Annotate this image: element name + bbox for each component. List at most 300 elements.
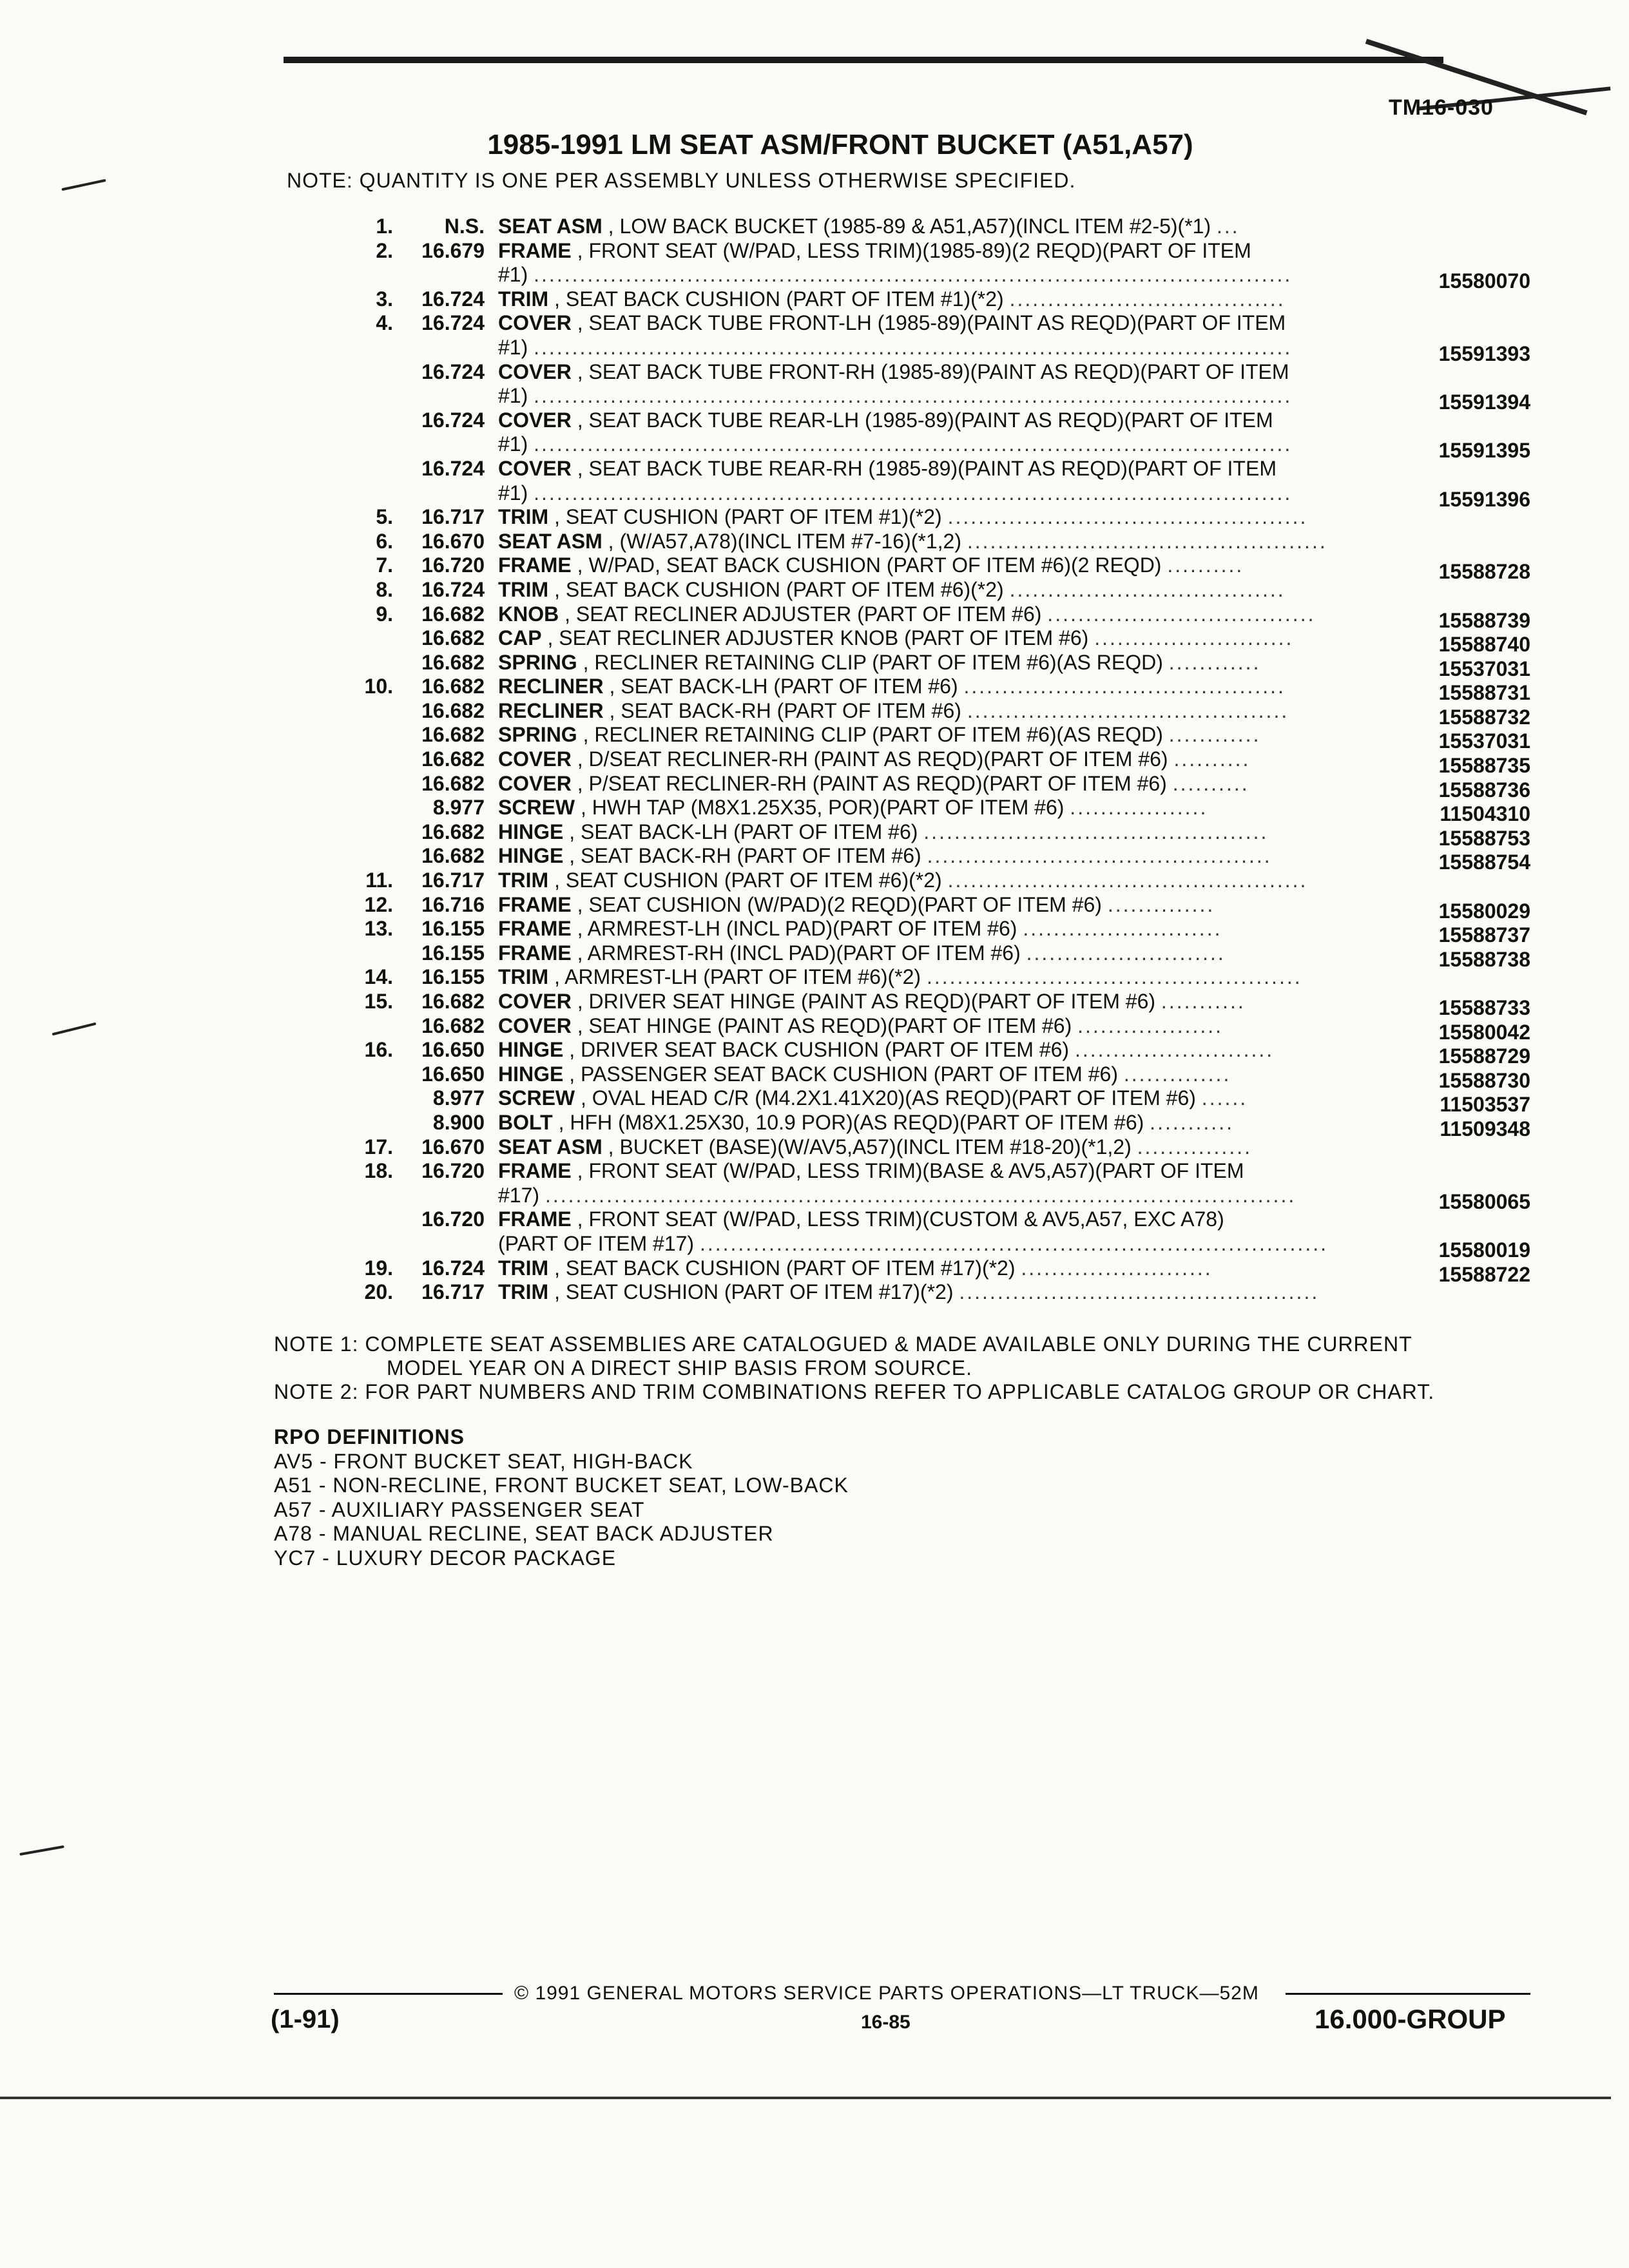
part-name: TRIM bbox=[498, 1256, 549, 1280]
item-number: 2. bbox=[376, 238, 393, 262]
part-number: 15588732 bbox=[1438, 705, 1530, 729]
rpo-item: AV5 - FRONT BUCKET SEAT, HIGH-BACK bbox=[274, 1449, 693, 1473]
parts-row bbox=[0, 1207, 1629, 1232]
part-number: 15588736 bbox=[1438, 778, 1530, 802]
part-description bbox=[498, 1062, 1400, 1087]
parts-row bbox=[0, 1280, 1629, 1305]
item-number: 14. bbox=[364, 965, 393, 989]
rpo-item: A57 - AUXILIARY PASSENGER SEAT bbox=[274, 1497, 645, 1521]
part-detail: #1) bbox=[498, 384, 528, 408]
leader-dots: ................................................................................................... bbox=[534, 263, 1293, 287]
parts-row bbox=[0, 1038, 1629, 1068]
leader-dots: ........... bbox=[1150, 1110, 1234, 1134]
part-description bbox=[498, 1232, 1400, 1256]
group-number: N.S. bbox=[444, 215, 485, 238]
part-number: 15580042 bbox=[1438, 1020, 1530, 1044]
parts-row bbox=[0, 530, 1629, 554]
leader-dots: ................................... bbox=[1047, 602, 1316, 626]
part-name: TRIM bbox=[498, 505, 549, 529]
group-number: 16.716 bbox=[421, 892, 485, 916]
part-detail: , SEAT BACK-LH (PART OF ITEM #6) bbox=[569, 820, 918, 843]
parts-row bbox=[0, 457, 1629, 481]
part-number: 15588753 bbox=[1438, 826, 1530, 850]
note-1 bbox=[274, 1332, 1434, 1356]
group-number: 16.720 bbox=[421, 553, 485, 577]
group-number: 16.155 bbox=[421, 941, 485, 965]
parts-row bbox=[0, 820, 1629, 850]
group-number: 16.717 bbox=[421, 869, 485, 892]
group-number: 16.682 bbox=[421, 1014, 485, 1037]
group-number: 8.977 bbox=[432, 796, 485, 820]
leader-dots: .................. bbox=[1070, 796, 1208, 820]
part-name: HINGE bbox=[498, 1038, 564, 1062]
item-number: 16. bbox=[364, 1038, 393, 1062]
part-number: 15588754 bbox=[1438, 850, 1530, 874]
part-description bbox=[498, 1135, 1400, 1160]
group-number: 16.682 bbox=[421, 650, 485, 674]
part-name: COVER bbox=[498, 771, 572, 795]
part-number: 15588730 bbox=[1438, 1068, 1530, 1092]
part-name: CAP bbox=[498, 626, 542, 650]
leader-dots: ............................................... bbox=[959, 1280, 1320, 1304]
item-number: 13. bbox=[364, 917, 393, 941]
part-detail: , P/SEAT RECLINER-RH (PAINT AS REQD)(PART OF ITEM #6) bbox=[577, 771, 1167, 795]
parts-row bbox=[0, 698, 1629, 729]
parts-row bbox=[0, 1183, 1629, 1213]
part-number: 15537031 bbox=[1438, 729, 1530, 753]
part-description bbox=[498, 699, 1400, 724]
part-name: KNOB bbox=[498, 602, 559, 626]
item-number: 5. bbox=[376, 505, 393, 529]
leader-dots: ................................................. bbox=[926, 965, 1302, 989]
part-detail: , FRONT SEAT (W/PAD, LESS TRIM)(1985-89)(2 REQD)(PART OF ITEM bbox=[577, 238, 1251, 262]
part-number: 15588729 bbox=[1438, 1044, 1530, 1068]
part-name: SCREW bbox=[498, 796, 575, 820]
part-detail: , SEAT BACK CUSHION (PART OF ITEM #6)(*2) bbox=[554, 577, 1004, 601]
part-number: 15588722 bbox=[1438, 1262, 1530, 1286]
part-description bbox=[498, 360, 1400, 385]
item-number: 8. bbox=[376, 577, 393, 601]
leader-dots: ................... bbox=[1077, 1014, 1224, 1037]
part-description bbox=[498, 772, 1400, 796]
footer-date: (1-91) bbox=[271, 2005, 340, 2033]
part-description bbox=[498, 263, 1400, 287]
part-description bbox=[498, 626, 1400, 651]
leader-dots: .................................... bbox=[1009, 287, 1286, 311]
part-number: 15588728 bbox=[1438, 560, 1530, 584]
document-id: TM16-030 bbox=[1389, 95, 1494, 120]
part-description bbox=[498, 990, 1400, 1014]
note-1-continued: MODEL YEAR ON A DIRECT SHIP BASIS FROM SOURCE. bbox=[387, 1356, 973, 1379]
part-name: RECLINER bbox=[498, 675, 604, 698]
part-detail: (PART OF ITEM #17) bbox=[498, 1231, 695, 1255]
parts-row bbox=[0, 481, 1629, 511]
part-number: 15591395 bbox=[1438, 439, 1530, 463]
part-description bbox=[498, 215, 1400, 239]
part-number: 15580019 bbox=[1438, 1238, 1530, 1262]
part-number: 15580070 bbox=[1438, 269, 1530, 293]
part-name: COVER bbox=[498, 456, 572, 480]
item-number: 6. bbox=[376, 529, 393, 553]
bottom-rule bbox=[0, 2097, 1611, 2099]
part-description bbox=[498, 1014, 1400, 1039]
part-detail: , PASSENGER SEAT BACK CUSHION (PART OF ITEM #6) bbox=[569, 1062, 1118, 1086]
group-number: 16.679 bbox=[421, 238, 485, 262]
part-description bbox=[498, 796, 1400, 820]
part-detail: , RECLINER RETAINING CLIP (PART OF ITEM #6)(AS REQD) bbox=[583, 650, 1163, 674]
part-name: COVER bbox=[498, 990, 572, 1013]
part-detail: , SEAT BACK TUBE REAR-LH (1985-89)(PAINT AS REQD)(PART OF ITEM bbox=[577, 408, 1273, 432]
part-detail: , ARMREST-LH (PART OF ITEM #6)(*2) bbox=[554, 965, 921, 989]
part-number: 11509348 bbox=[1440, 1117, 1530, 1140]
part-name: FRAME bbox=[498, 238, 572, 262]
part-name: SPRING bbox=[498, 650, 577, 674]
parts-row bbox=[0, 771, 1629, 802]
part-detail: , ARMREST-LH (INCL PAD)(PART OF ITEM #6) bbox=[577, 917, 1017, 941]
margin-mark bbox=[19, 1845, 64, 1856]
group-number: 16.717 bbox=[421, 1280, 485, 1304]
footer-copyright: © 1991 GENERAL MOTORS SERVICE PARTS OPERATIONS—LT TRUCK—52M bbox=[514, 1983, 1259, 2004]
group-number: 8.977 bbox=[432, 1086, 485, 1110]
item-number: 20. bbox=[364, 1280, 393, 1304]
part-description bbox=[498, 1280, 1400, 1305]
part-detail: , D/SEAT RECLINER-RH (PAINT AS REQD)(PART OF ITEM #6) bbox=[577, 747, 1168, 771]
note-1-text: COMPLETE SEAT ASSEMBLIES ARE CATALOGUED & MADE AVAILABLE ONLY DURING THE CURRENT bbox=[365, 1332, 1412, 1356]
leader-dots: .......................................... bbox=[963, 675, 1286, 698]
part-name: COVER bbox=[498, 360, 572, 383]
part-name: FRAME bbox=[498, 1159, 572, 1183]
group-number: 16.650 bbox=[421, 1038, 485, 1062]
part-detail: , FRONT SEAT (W/PAD, LESS TRIM)(BASE & AV5,A57)(PART OF ITEM bbox=[577, 1159, 1244, 1183]
leader-dots: ......................... bbox=[1021, 1256, 1213, 1280]
part-description bbox=[498, 941, 1400, 966]
parts-row bbox=[0, 1159, 1629, 1184]
parts-row bbox=[0, 1062, 1629, 1092]
parts-row bbox=[0, 360, 1629, 385]
group-number: 16.682 bbox=[421, 820, 485, 843]
parts-row bbox=[0, 1110, 1629, 1140]
group-number: 16.682 bbox=[421, 990, 485, 1013]
part-description bbox=[498, 723, 1400, 747]
item-number: 3. bbox=[376, 287, 393, 311]
part-number: 15580065 bbox=[1438, 1189, 1530, 1213]
item-number: 4. bbox=[376, 311, 393, 335]
part-name: SPRING bbox=[498, 723, 577, 747]
parts-row bbox=[0, 287, 1629, 312]
footer-page-number: 16-85 bbox=[861, 2012, 911, 2033]
group-number: 16.682 bbox=[421, 602, 485, 626]
leader-dots: .......... bbox=[1167, 553, 1244, 577]
part-description bbox=[498, 893, 1400, 918]
part-description bbox=[498, 1038, 1400, 1062]
group-number: 16.720 bbox=[421, 1159, 485, 1183]
parts-row bbox=[0, 747, 1629, 778]
part-description bbox=[498, 1111, 1400, 1135]
leader-dots: ............................................... bbox=[967, 529, 1327, 553]
leader-dots: ................................................................................................... bbox=[534, 481, 1293, 505]
part-name: TRIM bbox=[498, 869, 549, 892]
part-detail: , SEAT CUSHION (PART OF ITEM #1)(*2) bbox=[554, 505, 942, 529]
item-number: 9. bbox=[376, 602, 393, 626]
part-description bbox=[498, 481, 1400, 506]
leader-dots: ............................................... bbox=[947, 869, 1308, 892]
rpo-item: A78 - MANUAL RECLINE, SEAT BACK ADJUSTER bbox=[274, 1522, 774, 1545]
part-description bbox=[498, 1086, 1400, 1111]
part-description bbox=[498, 1184, 1400, 1208]
part-detail: , SEAT BACK-RH (PART OF ITEM #6) bbox=[609, 698, 961, 722]
parts-list bbox=[0, 215, 1629, 1305]
group-number: 16.155 bbox=[421, 917, 485, 941]
part-description bbox=[498, 651, 1400, 675]
part-description bbox=[498, 1256, 1400, 1281]
part-description bbox=[498, 239, 1400, 264]
part-detail: , LOW BACK BUCKET (1985-89 & A51,A57)(INCL ITEM #2-5)(*1) bbox=[608, 215, 1211, 238]
group-number: 16.717 bbox=[421, 505, 485, 529]
parts-row bbox=[0, 844, 1629, 874]
margin-mark bbox=[61, 179, 106, 191]
part-detail: , SEAT BACK TUBE FRONT-RH (1985-89)(PAINT AS REQD)(PART OF ITEM bbox=[577, 360, 1289, 383]
part-number: 15591393 bbox=[1438, 341, 1530, 365]
parts-row bbox=[0, 892, 1629, 923]
part-detail: , HFH (M8X1.25X30, 10.9 POR)(AS REQD)(PART OF ITEM #6) bbox=[558, 1110, 1144, 1134]
leader-dots: ...... bbox=[1201, 1086, 1248, 1110]
leader-dots: ............ bbox=[1168, 650, 1261, 674]
part-description bbox=[498, 336, 1400, 360]
part-name: HINGE bbox=[498, 820, 564, 843]
part-detail: , SEAT BACK TUBE FRONT-LH (1985-89)(PAINT AS REQD)(PART OF ITEM bbox=[577, 311, 1286, 335]
part-detail: #1) bbox=[498, 263, 528, 287]
part-detail: #1) bbox=[498, 481, 528, 505]
part-name: RECLINER bbox=[498, 698, 604, 722]
parts-row bbox=[0, 675, 1629, 705]
part-number: 15588737 bbox=[1438, 923, 1530, 947]
part-description bbox=[498, 747, 1400, 772]
group-number: 16.724 bbox=[421, 360, 485, 383]
leader-dots: .......................................... bbox=[967, 698, 1289, 722]
leader-dots: .................................................................................................. bbox=[545, 1183, 1296, 1207]
group-number: 16.155 bbox=[421, 965, 485, 989]
leader-dots: .......................... bbox=[1023, 917, 1222, 941]
group-number: 16.682 bbox=[421, 698, 485, 722]
part-name: COVER bbox=[498, 1014, 572, 1037]
parts-row bbox=[0, 796, 1629, 826]
part-name: BOLT bbox=[498, 1110, 553, 1134]
part-description bbox=[498, 457, 1400, 481]
part-number: 15588740 bbox=[1438, 633, 1530, 657]
footer-group: 16.000-GROUP bbox=[1315, 2004, 1506, 2034]
part-name: FRAME bbox=[498, 917, 572, 941]
parts-row bbox=[0, 650, 1629, 680]
leader-dots: .......................... bbox=[1074, 1038, 1275, 1062]
group-number: 16.682 bbox=[421, 771, 485, 795]
part-detail: , BUCKET (BASE)(W/AV5,A57)(INCL ITEM #18-20)(*1,2) bbox=[608, 1135, 1132, 1158]
part-number: 15588738 bbox=[1438, 947, 1530, 971]
part-name: TRIM bbox=[498, 965, 549, 989]
part-number: 15588733 bbox=[1438, 996, 1530, 1019]
parts-row bbox=[0, 215, 1629, 239]
part-name: COVER bbox=[498, 747, 572, 771]
part-description bbox=[498, 820, 1400, 845]
part-number: 15588731 bbox=[1438, 681, 1530, 705]
item-number: 11. bbox=[365, 869, 393, 892]
part-detail: #17) bbox=[498, 1183, 540, 1207]
part-description bbox=[498, 287, 1400, 312]
part-detail: #1) bbox=[498, 432, 528, 456]
parts-row bbox=[0, 432, 1629, 463]
parts-row bbox=[0, 408, 1629, 433]
part-detail: , RECLINER RETAINING CLIP (PART OF ITEM #6)(AS REQD) bbox=[583, 723, 1163, 747]
parts-row bbox=[0, 941, 1629, 971]
parts-row bbox=[0, 1231, 1629, 1262]
group-number: 16.670 bbox=[421, 529, 485, 553]
group-number: 16.724 bbox=[421, 456, 485, 480]
page-title: 1985-1991 LM SEAT ASM/FRONT BUCKET (A51,A57) bbox=[487, 129, 1193, 160]
leader-dots: .......................... bbox=[1026, 941, 1226, 965]
group-number: 16.682 bbox=[421, 747, 485, 771]
item-number: 10. bbox=[364, 675, 393, 698]
group-number: 16.682 bbox=[421, 723, 485, 747]
part-detail: , SEAT BACK CUSHION (PART OF ITEM #17)(*2) bbox=[554, 1256, 1016, 1280]
part-detail: , SEAT CUSHION (W/PAD)(2 REQD)(PART OF ITEM #6) bbox=[577, 892, 1102, 916]
leader-dots: .................................... bbox=[1009, 577, 1286, 601]
leader-dots: ... bbox=[1217, 215, 1240, 238]
part-name: FRAME bbox=[498, 553, 572, 577]
leader-dots: .............. bbox=[1107, 892, 1215, 916]
group-number: 16.724 bbox=[421, 287, 485, 311]
part-detail: , W/PAD, SEAT BACK CUSHION (PART OF ITEM #6)(2 REQD) bbox=[577, 553, 1162, 577]
group-number: 16.724 bbox=[421, 408, 485, 432]
item-number: 18. bbox=[364, 1159, 393, 1183]
rpo-definitions bbox=[274, 1425, 849, 1570]
parts-row bbox=[0, 602, 1629, 632]
part-number: 11503537 bbox=[1440, 1093, 1530, 1117]
part-description bbox=[498, 432, 1400, 457]
parts-row bbox=[0, 311, 1629, 336]
part-name: FRAME bbox=[498, 892, 572, 916]
part-name: COVER bbox=[498, 311, 572, 335]
part-detail: , ARMREST-RH (INCL PAD)(PART OF ITEM #6) bbox=[577, 941, 1021, 965]
item-number: 1. bbox=[376, 215, 393, 238]
parts-row bbox=[0, 505, 1629, 530]
group-number: 16.682 bbox=[421, 844, 485, 868]
group-number: 16.650 bbox=[421, 1062, 485, 1086]
part-detail: , DRIVER SEAT BACK CUSHION (PART OF ITEM #6) bbox=[569, 1038, 1070, 1062]
note-2 bbox=[274, 1380, 1434, 1404]
part-description bbox=[498, 675, 1400, 699]
footer-rule-right bbox=[1286, 1993, 1530, 1995]
rpo-item: A51 - NON-RECLINE, FRONT BUCKET SEAT, LOW-BACK bbox=[274, 1474, 849, 1497]
parts-row bbox=[0, 335, 1629, 365]
group-number: 16.724 bbox=[421, 311, 485, 335]
item-number: 7. bbox=[376, 553, 393, 577]
part-detail: , OVAL HEAD C/R (M4.2X1.41X20)(AS REQD)(PART OF ITEM #6) bbox=[581, 1086, 1196, 1110]
item-number: 17. bbox=[364, 1135, 393, 1158]
part-number: 15580029 bbox=[1438, 899, 1530, 923]
parts-row bbox=[0, 239, 1629, 264]
part-name: TRIM bbox=[498, 577, 549, 601]
part-name: SCREW bbox=[498, 1086, 575, 1110]
part-name: SEAT ASM bbox=[498, 529, 602, 553]
parts-row bbox=[0, 917, 1629, 947]
part-number: 15588735 bbox=[1438, 754, 1530, 778]
top-rule bbox=[284, 57, 1443, 63]
parts-row bbox=[0, 723, 1629, 753]
part-detail: , SEAT RECLINER ADJUSTER (PART OF ITEM #6) bbox=[564, 602, 1042, 626]
part-description bbox=[498, 530, 1400, 554]
part-number: 11504310 bbox=[1440, 802, 1530, 826]
parts-row bbox=[0, 1086, 1629, 1117]
part-detail: , SEAT BACK-LH (PART OF ITEM #6) bbox=[609, 675, 958, 698]
part-detail: , SEAT BACK TUBE REAR-RH (1985-89)(PAINT AS REQD)(PART OF ITEM bbox=[577, 456, 1277, 480]
parts-row bbox=[0, 578, 1629, 602]
group-number: 8.900 bbox=[432, 1110, 485, 1134]
note-1-label: NOTE 1: bbox=[274, 1332, 359, 1356]
parts-row bbox=[0, 990, 1629, 1019]
parts-row bbox=[0, 869, 1629, 893]
item-number: 15. bbox=[364, 990, 393, 1013]
part-description bbox=[498, 1207, 1400, 1232]
quantity-note: NOTE: QUANTITY IS ONE PER ASSEMBLY UNLESS OTHERWISE SPECIFIED. bbox=[287, 169, 1076, 192]
part-detail: , SEAT BACK-RH (PART OF ITEM #6) bbox=[569, 844, 921, 868]
parts-row bbox=[0, 263, 1629, 293]
note-2-label: NOTE 2: bbox=[274, 1380, 359, 1403]
part-description bbox=[498, 869, 1400, 893]
part-number: 15591396 bbox=[1438, 487, 1530, 511]
note-2-text: FOR PART NUMBERS AND TRIM COMBINATIONS REFER TO APPLICABLE CATALOG GROUP OR CHART. bbox=[365, 1380, 1435, 1403]
footnotes bbox=[274, 1332, 1434, 1404]
part-detail: , (W/A57,A78)(INCL ITEM #7-16)(*1,2) bbox=[608, 529, 961, 553]
part-description bbox=[498, 917, 1400, 941]
parts-row bbox=[0, 965, 1629, 990]
parts-row bbox=[0, 384, 1629, 414]
part-detail: , SEAT RECLINER ADJUSTER KNOB (PART OF ITEM #6) bbox=[547, 626, 1089, 650]
part-description bbox=[498, 578, 1400, 602]
part-description bbox=[498, 1159, 1400, 1184]
part-name: COVER bbox=[498, 408, 572, 432]
leader-dots: ............... bbox=[1137, 1135, 1252, 1158]
part-detail: , SEAT CUSHION (PART OF ITEM #17)(*2) bbox=[554, 1280, 954, 1304]
group-number: 16.724 bbox=[421, 1256, 485, 1280]
item-number: 12. bbox=[364, 892, 393, 916]
part-detail: , SEAT HINGE (PAINT AS REQD)(PART OF ITEM #6) bbox=[577, 1014, 1072, 1037]
parts-row bbox=[0, 1135, 1629, 1160]
group-number: 16.682 bbox=[421, 675, 485, 698]
leader-dots: ........... bbox=[1161, 990, 1246, 1013]
part-name: TRIM bbox=[498, 287, 549, 311]
leader-dots: ................................................................................................... bbox=[534, 384, 1293, 408]
leader-dots: .......... bbox=[1173, 747, 1251, 771]
group-number: 16.720 bbox=[421, 1207, 485, 1231]
part-detail: , DRIVER SEAT HINGE (PAINT AS REQD)(PART OF ITEM #6) bbox=[577, 990, 1156, 1013]
part-description bbox=[498, 844, 1400, 869]
part-description bbox=[498, 311, 1400, 336]
rpo-item: YC7 - LUXURY DECOR PACKAGE bbox=[274, 1546, 617, 1570]
parts-row bbox=[0, 626, 1629, 657]
group-number: 16.670 bbox=[421, 1135, 485, 1158]
leader-dots: ............ bbox=[1168, 723, 1261, 747]
part-name: SEAT ASM bbox=[498, 1135, 602, 1158]
part-detail: , FRONT SEAT (W/PAD, LESS TRIM)(CUSTOM & AV5,A57, EXC A78) bbox=[577, 1207, 1224, 1231]
leader-dots: ............................................. bbox=[927, 844, 1272, 868]
leader-dots: ............................................... bbox=[947, 505, 1308, 529]
part-detail: , SEAT CUSHION (PART OF ITEM #6)(*2) bbox=[554, 869, 942, 892]
parts-row bbox=[0, 553, 1629, 584]
part-description bbox=[498, 505, 1400, 530]
part-description bbox=[498, 384, 1400, 408]
part-name: HINGE bbox=[498, 1062, 564, 1086]
leader-dots: ................................................................................................... bbox=[534, 432, 1293, 456]
part-name: TRIM bbox=[498, 1280, 549, 1304]
